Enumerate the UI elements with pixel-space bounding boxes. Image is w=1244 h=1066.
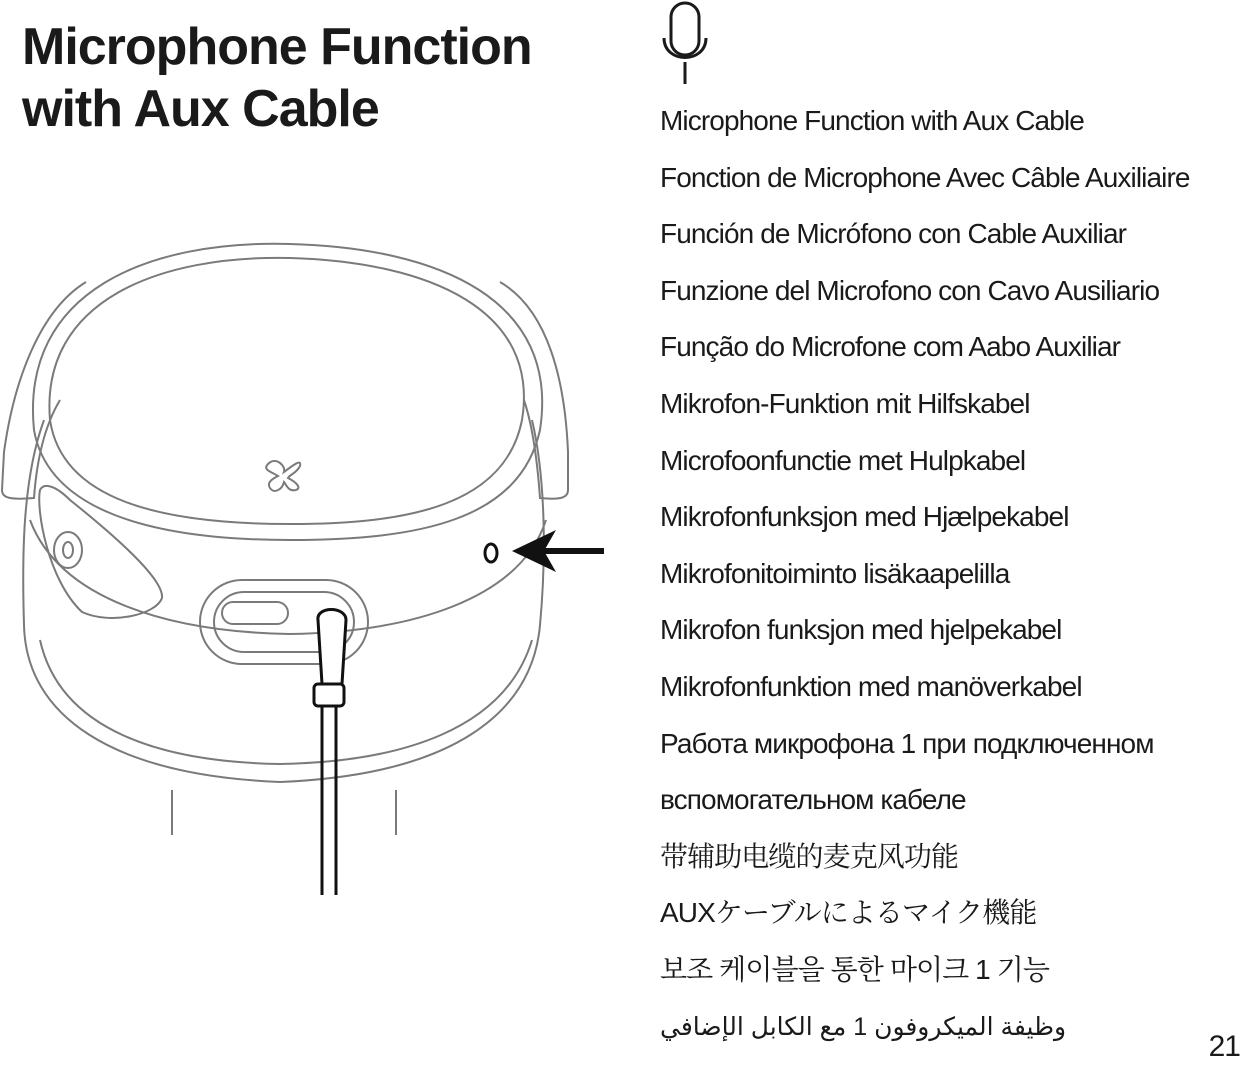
microphone-hole (485, 544, 497, 562)
headphone-earcup-illustration (0, 230, 620, 910)
translation-fr: Fonction de Microphone Avec Câble Auxiliaire (660, 161, 1190, 193)
translation-es: Función de Micrófono con Cable Auxiliar (660, 218, 1127, 250)
translation-nl: Microfoonfunctie met Hulpkabel (660, 444, 1026, 476)
translation-pt: Função do Microfone com Aabo Auxiliar (660, 331, 1121, 363)
page-title-line-1: Microphone Function (22, 18, 532, 76)
translation-ru-line-1: Работа микрофона 1 при подключенном (660, 727, 1154, 759)
earcup-top-inner (49, 258, 524, 524)
earcup-side-button (39, 486, 162, 618)
translation-de: Mikrofon-Funktion mit Hilfskabel (660, 387, 1030, 419)
translation-sv: Mikrofonfunktion med manöverkabel (660, 670, 1082, 702)
page-title (22, 16, 622, 140)
page-number: 21 (1208, 1030, 1240, 1063)
translation-ru-line-2: вспомогательном кабеле (660, 784, 966, 816)
arrow-left-icon (512, 530, 604, 572)
translation-fi: Mikrofonitoiminto lisäkaapelilla (660, 557, 1010, 589)
translation-no: Mikrofon funksjon med hjelpekabel (660, 614, 1062, 646)
x-logo-icon (266, 461, 300, 491)
translation-it: Funzione del Microfono con Cavo Ausiliario (660, 274, 1160, 306)
translation-da: Mikrofonfunksjon med Hjælpekabel (660, 501, 1069, 533)
translation-list (660, 100, 1244, 1062)
microphone-icon (660, 0, 712, 86)
translation-zh: 带辅助电缆的麦克风功能 (660, 840, 959, 872)
translation-en: Microphone Function with Aux Cable (660, 105, 1084, 136)
aux-cable (314, 610, 346, 896)
translation-ja: AUXケーブルによるマイク機能 (660, 897, 1037, 929)
translation-ko: 보조 케이블을 통한 마이크 1 기능 (660, 953, 1049, 985)
page-title-line-2: with Aux Cable (22, 80, 379, 138)
headband-left-arm (2, 282, 86, 499)
translation-ar: وظيفة الميكروفون 1 مع الكابل الإضافي (660, 1012, 1067, 1041)
